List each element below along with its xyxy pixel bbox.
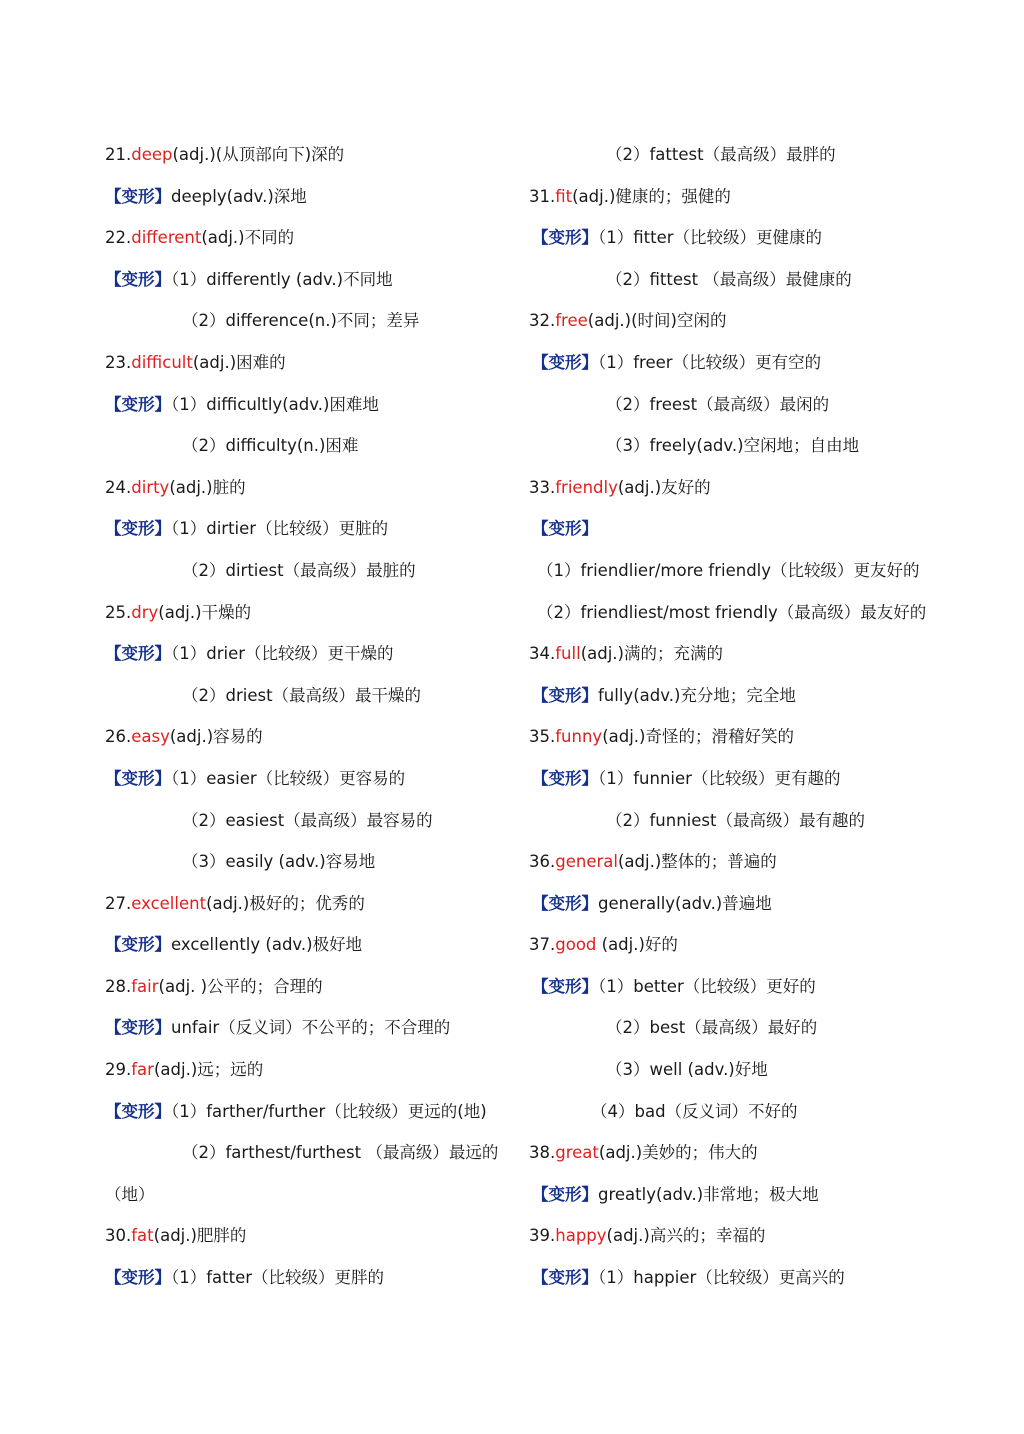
- variant-text: greatly(adv.)非常地；极大地: [598, 1184, 819, 1204]
- entry-gloss: (adj.)健康的；强健的: [572, 186, 731, 206]
- variant-tag: 【变形】: [105, 1268, 171, 1288]
- entry-number: 39.: [529, 1226, 556, 1246]
- variant-line: [529, 1257, 969, 1299]
- entry-heading: [529, 300, 969, 342]
- variant-tag: 【变形】: [105, 394, 171, 414]
- variant-tag: 【变形】: [105, 186, 171, 206]
- variant-line: [105, 259, 505, 301]
- entry-number: 31.: [529, 186, 556, 206]
- variant-text: generally(adv.)普遍地: [598, 893, 772, 913]
- variant-subitem: （2）difficulty(n.)困难: [182, 436, 359, 456]
- entry-gloss: (adj.)美妙的；伟大的: [598, 1143, 758, 1163]
- entry-gloss: (adj.)满的；充满的: [580, 644, 723, 664]
- variant-line: [529, 217, 969, 259]
- entry-number: 28.: [105, 976, 132, 996]
- text-line: （2）friendliest/most friendly（最高级）最友好的: [537, 602, 927, 622]
- text-line: （1）friendlier/more friendly（比较级）更友好的: [537, 560, 920, 580]
- entry-heading: [529, 1132, 969, 1174]
- variant-subitem: （2）farthest/furthest （最高级）最远的: [182, 1143, 499, 1163]
- entry-word: deep: [131, 145, 173, 164]
- entry-word: free: [555, 311, 588, 331]
- variant-line: [105, 633, 505, 675]
- entry-gloss: (adj.)奇怪的；滑稽好笑的: [602, 727, 794, 747]
- variant-line: [529, 1174, 969, 1216]
- entry-word: happy: [555, 1226, 607, 1246]
- variant-tag: 【变形】: [532, 228, 598, 248]
- entry-heading: [529, 924, 969, 966]
- variant-text: （1）farther/further（比较级）更远的(地): [171, 1101, 487, 1121]
- entry-gloss: (adj.)脏的: [169, 477, 246, 497]
- entry-heading: [529, 176, 969, 218]
- entry-number: 29.: [105, 1060, 132, 1080]
- variant-subitem: （2）difference(n.)不同；差异: [182, 311, 420, 331]
- variant-subitem: （4）bad（反义词）不好的: [591, 1101, 798, 1121]
- entry-word: far: [131, 1060, 154, 1080]
- variant-text: （1）fitter（比较级）更健康的: [598, 228, 823, 248]
- entry-heading: [529, 1215, 969, 1257]
- entry-heading: [105, 1215, 505, 1257]
- entry-gloss: (adj.)友好的: [617, 477, 711, 497]
- variant-tag: 【变形】: [105, 269, 171, 289]
- entry-heading: [105, 592, 505, 634]
- variant-text: （1）difficultly(adv.)困难地: [171, 394, 379, 414]
- entry-gloss: (adj. )公平的；合理的: [158, 976, 323, 996]
- entry-heading: [529, 841, 969, 883]
- variant-line: [105, 176, 505, 218]
- variant-subitem: （2）driest（最高级）最干燥的: [182, 685, 422, 705]
- entry-number: 30.: [105, 1226, 132, 1246]
- entry-heading: [105, 134, 505, 176]
- variant-text: （1）drier（比较级）更干燥的: [171, 644, 394, 664]
- variant-subitem: （3）easily (adv.)容易地: [182, 852, 376, 872]
- variant-tag: 【变形】: [105, 935, 171, 955]
- variant-line: [529, 758, 969, 800]
- variant-line: [529, 883, 969, 925]
- variant-line: [105, 1091, 505, 1133]
- entry-number: 25.: [105, 602, 132, 622]
- variant-text: fully(adv.)充分地；完全地: [598, 685, 796, 705]
- entry-number: 37.: [529, 935, 556, 955]
- entry-word: different: [131, 228, 202, 248]
- entry-word: fit: [555, 186, 573, 206]
- variant-tag: 【变形】: [105, 768, 171, 788]
- entry-heading: [105, 217, 505, 259]
- variant-text: （1）better（比较级）更好的: [598, 976, 816, 996]
- entry-gloss: (adj.)容易的: [169, 727, 263, 747]
- variant-subitem: （2）fattest（最高级）最胖的: [606, 145, 836, 164]
- variant-line: [105, 758, 505, 800]
- variant-text: unfair（反义词）不公平的；不合理的: [171, 1018, 451, 1038]
- variant-subitem: （2）easiest（最高级）最容易的: [182, 810, 433, 830]
- entry-word: funny: [555, 727, 603, 747]
- entry-word: full: [555, 644, 581, 664]
- entry-heading: [529, 467, 969, 509]
- variant-line: [529, 966, 969, 1008]
- variant-tag: 【变形】: [105, 519, 171, 539]
- entry-heading: [105, 342, 505, 384]
- variant-text: （1）easier（比较级）更容易的: [171, 768, 406, 788]
- entry-number: 22.: [105, 228, 132, 248]
- variant-tag: 【变形】: [532, 685, 598, 705]
- entry-number: 21.: [105, 145, 132, 164]
- entry-number: 38.: [529, 1143, 556, 1163]
- variant-text: （1）differently (adv.)不同地: [171, 269, 393, 289]
- variant-tag: 【变形】: [532, 1268, 598, 1288]
- entry-word: dirty: [131, 477, 170, 497]
- variant-line: [105, 508, 505, 550]
- entry-word: fair: [131, 976, 159, 996]
- entry-heading: [105, 467, 505, 509]
- variant-line: [105, 1007, 505, 1049]
- entry-number: 36.: [529, 852, 556, 872]
- entry-gloss: (adj.)整体的；普遍的: [617, 852, 777, 872]
- variant-subitem: （2）funniest（最高级）最有趣的: [606, 810, 865, 830]
- variant-line: [529, 342, 969, 384]
- entry-word: excellent: [131, 893, 207, 913]
- variant-text: deeply(adv.)深地: [171, 186, 307, 206]
- entry-word: difficult: [131, 352, 193, 372]
- entry-gloss: (adj.)极好的；优秀的: [206, 893, 365, 913]
- variant-line: [105, 1257, 505, 1299]
- entry-number: 32.: [529, 311, 556, 331]
- entry-gloss: (adj.)肥胖的: [153, 1226, 247, 1246]
- entry-word: great: [555, 1143, 599, 1163]
- variant-tag: 【变形】: [105, 1018, 171, 1038]
- entry-gloss: (adj.)困难的: [192, 352, 286, 372]
- entry-word: fat: [131, 1226, 154, 1246]
- left-column: [105, 134, 505, 1299]
- variant-subitem: （3）freely(adv.)空闲地；自由地: [606, 436, 860, 456]
- variant-subitem: （2）freest（最高级）最闲的: [606, 394, 830, 414]
- entry-word: good: [555, 935, 597, 955]
- entry-gloss: (adj.)高兴的；幸福的: [606, 1226, 766, 1246]
- entry-heading: [105, 716, 505, 758]
- entry-gloss: (adj.)好的: [596, 935, 678, 955]
- entry-number: 24.: [105, 477, 132, 497]
- entry-heading: [529, 716, 969, 758]
- entry-word: dry: [131, 602, 159, 622]
- entry-number: 26.: [105, 727, 132, 747]
- variant-text: （1）freer（比较级）更有空的: [598, 352, 822, 372]
- entry-gloss: (adj.)干燥的: [158, 602, 252, 622]
- variant-tag: 【变形】: [532, 1184, 598, 1204]
- entry-gloss: (adj.)(时间)空闲的: [587, 311, 727, 331]
- variant-tag: 【变形】: [532, 519, 598, 539]
- variant-subitem: （2）dirtiest（最高级）最脏的: [182, 560, 416, 580]
- entry-gloss: (adj.)(从顶部向下)深的: [172, 145, 345, 164]
- variant-tag: 【变形】: [532, 893, 598, 913]
- entry-gloss: (adj.)远；远的: [153, 1060, 264, 1080]
- variant-line: [529, 508, 969, 550]
- right-column: [529, 134, 969, 1299]
- variant-text: （1）fatter（比较级）更胖的: [171, 1268, 385, 1288]
- variant-tag: 【变形】: [532, 352, 598, 372]
- entry-word: general: [555, 852, 618, 872]
- variant-text: （1）funnier（比较级）更有趣的: [598, 768, 841, 788]
- entry-word: friendly: [555, 477, 618, 497]
- variant-tag: 【变形】: [532, 976, 598, 996]
- variant-tag: 【变形】: [105, 644, 171, 664]
- variant-text: （1）happier（比较级）更高兴的: [598, 1268, 845, 1288]
- variant-text: excellently (adv.)极好地: [171, 935, 363, 955]
- entry-heading: [529, 633, 969, 675]
- entry-heading: [105, 1049, 505, 1091]
- entry-heading: [105, 883, 505, 925]
- variant-tag: 【变形】: [105, 1101, 171, 1121]
- entry-gloss: (adj.)不同的: [201, 228, 295, 248]
- entry-number: 34.: [529, 644, 556, 664]
- text-line: （地）: [105, 1184, 155, 1204]
- variant-line: [105, 384, 505, 426]
- entry-heading: [105, 966, 505, 1008]
- variant-tag: 【变形】: [532, 768, 598, 788]
- variant-line: [529, 675, 969, 717]
- entry-word: easy: [131, 727, 170, 747]
- variant-subitem: （2）best（最高级）最好的: [606, 1018, 818, 1038]
- entry-number: 27.: [105, 893, 132, 913]
- variant-line: [105, 924, 505, 966]
- variant-text: （1）dirtier（比较级）更脏的: [171, 519, 389, 539]
- entry-number: 35.: [529, 727, 556, 747]
- entry-number: 33.: [529, 477, 556, 497]
- variant-subitem: （3）well (adv.)好地: [606, 1060, 768, 1080]
- entry-number: 23.: [105, 352, 132, 372]
- variant-subitem: （2）fittest （最高级）最健康的: [606, 269, 852, 289]
